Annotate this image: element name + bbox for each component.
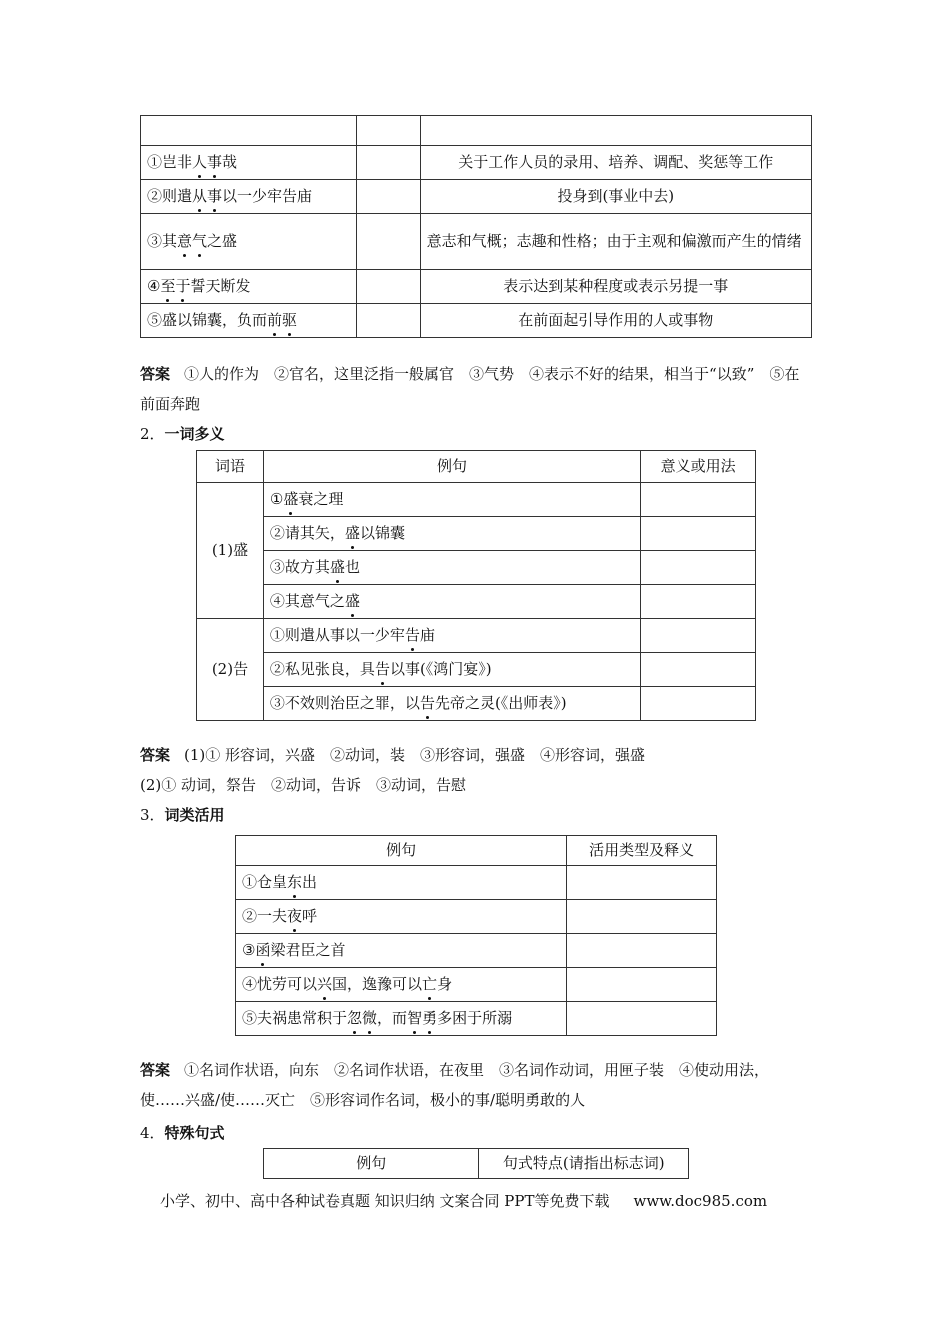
answer-1: [140, 359, 812, 419]
table-header-row: [264, 1149, 689, 1179]
table-cell: ③函梁君臣之首: [236, 934, 567, 968]
table-cell: [356, 116, 420, 146]
section-number: 4．: [140, 1124, 165, 1142]
table-header-row: [197, 451, 756, 483]
table-cell: [420, 116, 811, 146]
table-cell: 表示达到某种程度或表示另提一事: [420, 270, 811, 304]
footer-site: www.doc985.com: [633, 1192, 768, 1210]
header-pattern: 句式特点(请指出标志词): [479, 1149, 689, 1179]
answer-label: 答案: [140, 365, 171, 383]
table-cell: [356, 214, 420, 270]
table-row: [197, 619, 756, 653]
table-special-sentences: [263, 1148, 689, 1179]
table-cell: ②则遣从事以一少牢告庙: [141, 180, 357, 214]
table-cell: ③故方其盛也: [263, 551, 640, 585]
table-cell: [641, 551, 756, 585]
header-sentence: 例句: [263, 451, 640, 483]
table-word-class-shift: [235, 835, 717, 1036]
table-cell: [567, 866, 717, 900]
table-row: [197, 687, 756, 721]
table-cell: [641, 687, 756, 721]
header-sentence: 例句: [264, 1149, 479, 1179]
answer-text: ①人的作为 ②官名，这里泛指一般属官 ③气势 ④表示不好的结果，相当于“以致” ⑤在前面奔跑: [140, 365, 800, 413]
section-number: 3．: [140, 806, 165, 824]
table-cell: 在前面起引导作用的人或事物: [420, 304, 811, 338]
table-cell: [141, 116, 357, 146]
table-polysemy: [196, 450, 756, 721]
table-cell: ①盛衰之理: [263, 483, 640, 517]
table-row: [236, 934, 717, 968]
table-cell: [356, 270, 420, 304]
table-cell: [641, 517, 756, 551]
table-row: [236, 866, 717, 900]
table-row: [236, 900, 717, 934]
table-cell: [567, 900, 717, 934]
answer-3: [140, 1055, 812, 1115]
section-title: 词类活用: [164, 806, 225, 824]
table-cell: ⑤夫祸患常积于忽微，而智勇多困于所溺: [236, 1002, 567, 1036]
table-row: [197, 483, 756, 517]
table-row: [141, 146, 812, 180]
table-row: [197, 551, 756, 585]
table-row: [236, 968, 717, 1002]
table-cell: [567, 1002, 717, 1036]
header-meaning: 意义或用法: [641, 451, 756, 483]
table-cell: ②私见张良，具告以事(《鸿门宴》): [263, 653, 640, 687]
table-cell: [641, 619, 756, 653]
table-row: [197, 517, 756, 551]
header-word: 词语: [197, 451, 264, 483]
answer-label: 答案: [140, 1061, 171, 1079]
section-title: 特殊句式: [164, 1124, 225, 1142]
header-type: 活用类型及释义: [567, 836, 717, 866]
table-row: [141, 116, 812, 146]
table-cell: ①岂非人事哉: [141, 146, 357, 180]
table-header-row: [236, 836, 717, 866]
table-cell: [641, 653, 756, 687]
table-row: [141, 304, 812, 338]
answer-label: 答案: [140, 746, 171, 764]
table-cell: 投身到(事业中去): [420, 180, 811, 214]
section-title: 一词多义: [164, 425, 225, 443]
table-cell: ③不效则治臣之罪，以告先帝之灵(《出师表》): [263, 687, 640, 721]
table-cell: ⑤盛以锦囊，负而前驱: [141, 304, 357, 338]
table-row: [236, 1002, 717, 1036]
table-cell: ①则遣从事以一少牢告庙: [263, 619, 640, 653]
answer-text-2: (2)① 动词，祭告 ②动词，告诉 ③动词，告慰: [140, 776, 467, 794]
table-cell: [641, 585, 756, 619]
page-footer: [160, 1190, 800, 1212]
word-cell: (2)告: [197, 619, 264, 721]
header-sentence: 例句: [236, 836, 567, 866]
table-cell: ②一夫夜呼: [236, 900, 567, 934]
table-cell: ④忧劳可以兴国，逸豫可以亡身: [236, 968, 567, 1002]
table-row: [197, 653, 756, 687]
table-cell: [356, 304, 420, 338]
table-row: [197, 585, 756, 619]
table-cell: ①仓皇东出: [236, 866, 567, 900]
table-cell: [356, 180, 420, 214]
table-cell: ③其意气之盛: [141, 214, 357, 270]
word-cell: (1)盛: [197, 483, 264, 619]
table-cell: 关于工作人员的录用、培养、调配、奖惩等工作: [420, 146, 811, 180]
table-cell: [641, 483, 756, 517]
answer-text: ①名词作状语，向东 ②名词作状语，在夜里 ③名词作动词，用匣子装 ④使动用法，使……兴盛/使……灭亡 ⑤形容词作名词，极小的事/聪明勇敢的人: [140, 1061, 770, 1109]
table-cell: [567, 968, 717, 1002]
section-heading-3: [140, 804, 225, 826]
answer-text-1: (1)① 形容词，兴盛 ②动词，装 ③形容词，强盛 ④形容词，强盛: [184, 746, 646, 764]
table-cell: ④至于誓天断发: [141, 270, 357, 304]
table-cell: [356, 146, 420, 180]
table-row: [141, 214, 812, 270]
table-row: [141, 270, 812, 304]
table-cell: [567, 934, 717, 968]
section-number: 2．: [140, 425, 165, 443]
section-heading-4: [140, 1122, 225, 1144]
answer-2: [140, 740, 812, 800]
table-row: [141, 180, 812, 214]
table-cell: ④其意气之盛: [263, 585, 640, 619]
table-cell: ②请其矢，盛以锦囊: [263, 517, 640, 551]
footer-text: 小学、初中、高中各种试卷真题 知识归纳 文案合同 PPT等免费下载: [160, 1192, 610, 1210]
table-word-meanings: [140, 115, 812, 338]
section-heading-2: [140, 423, 225, 445]
table-cell: 意志和气概；志趣和性格；由于主观和偏激而产生的情绪: [420, 214, 811, 270]
